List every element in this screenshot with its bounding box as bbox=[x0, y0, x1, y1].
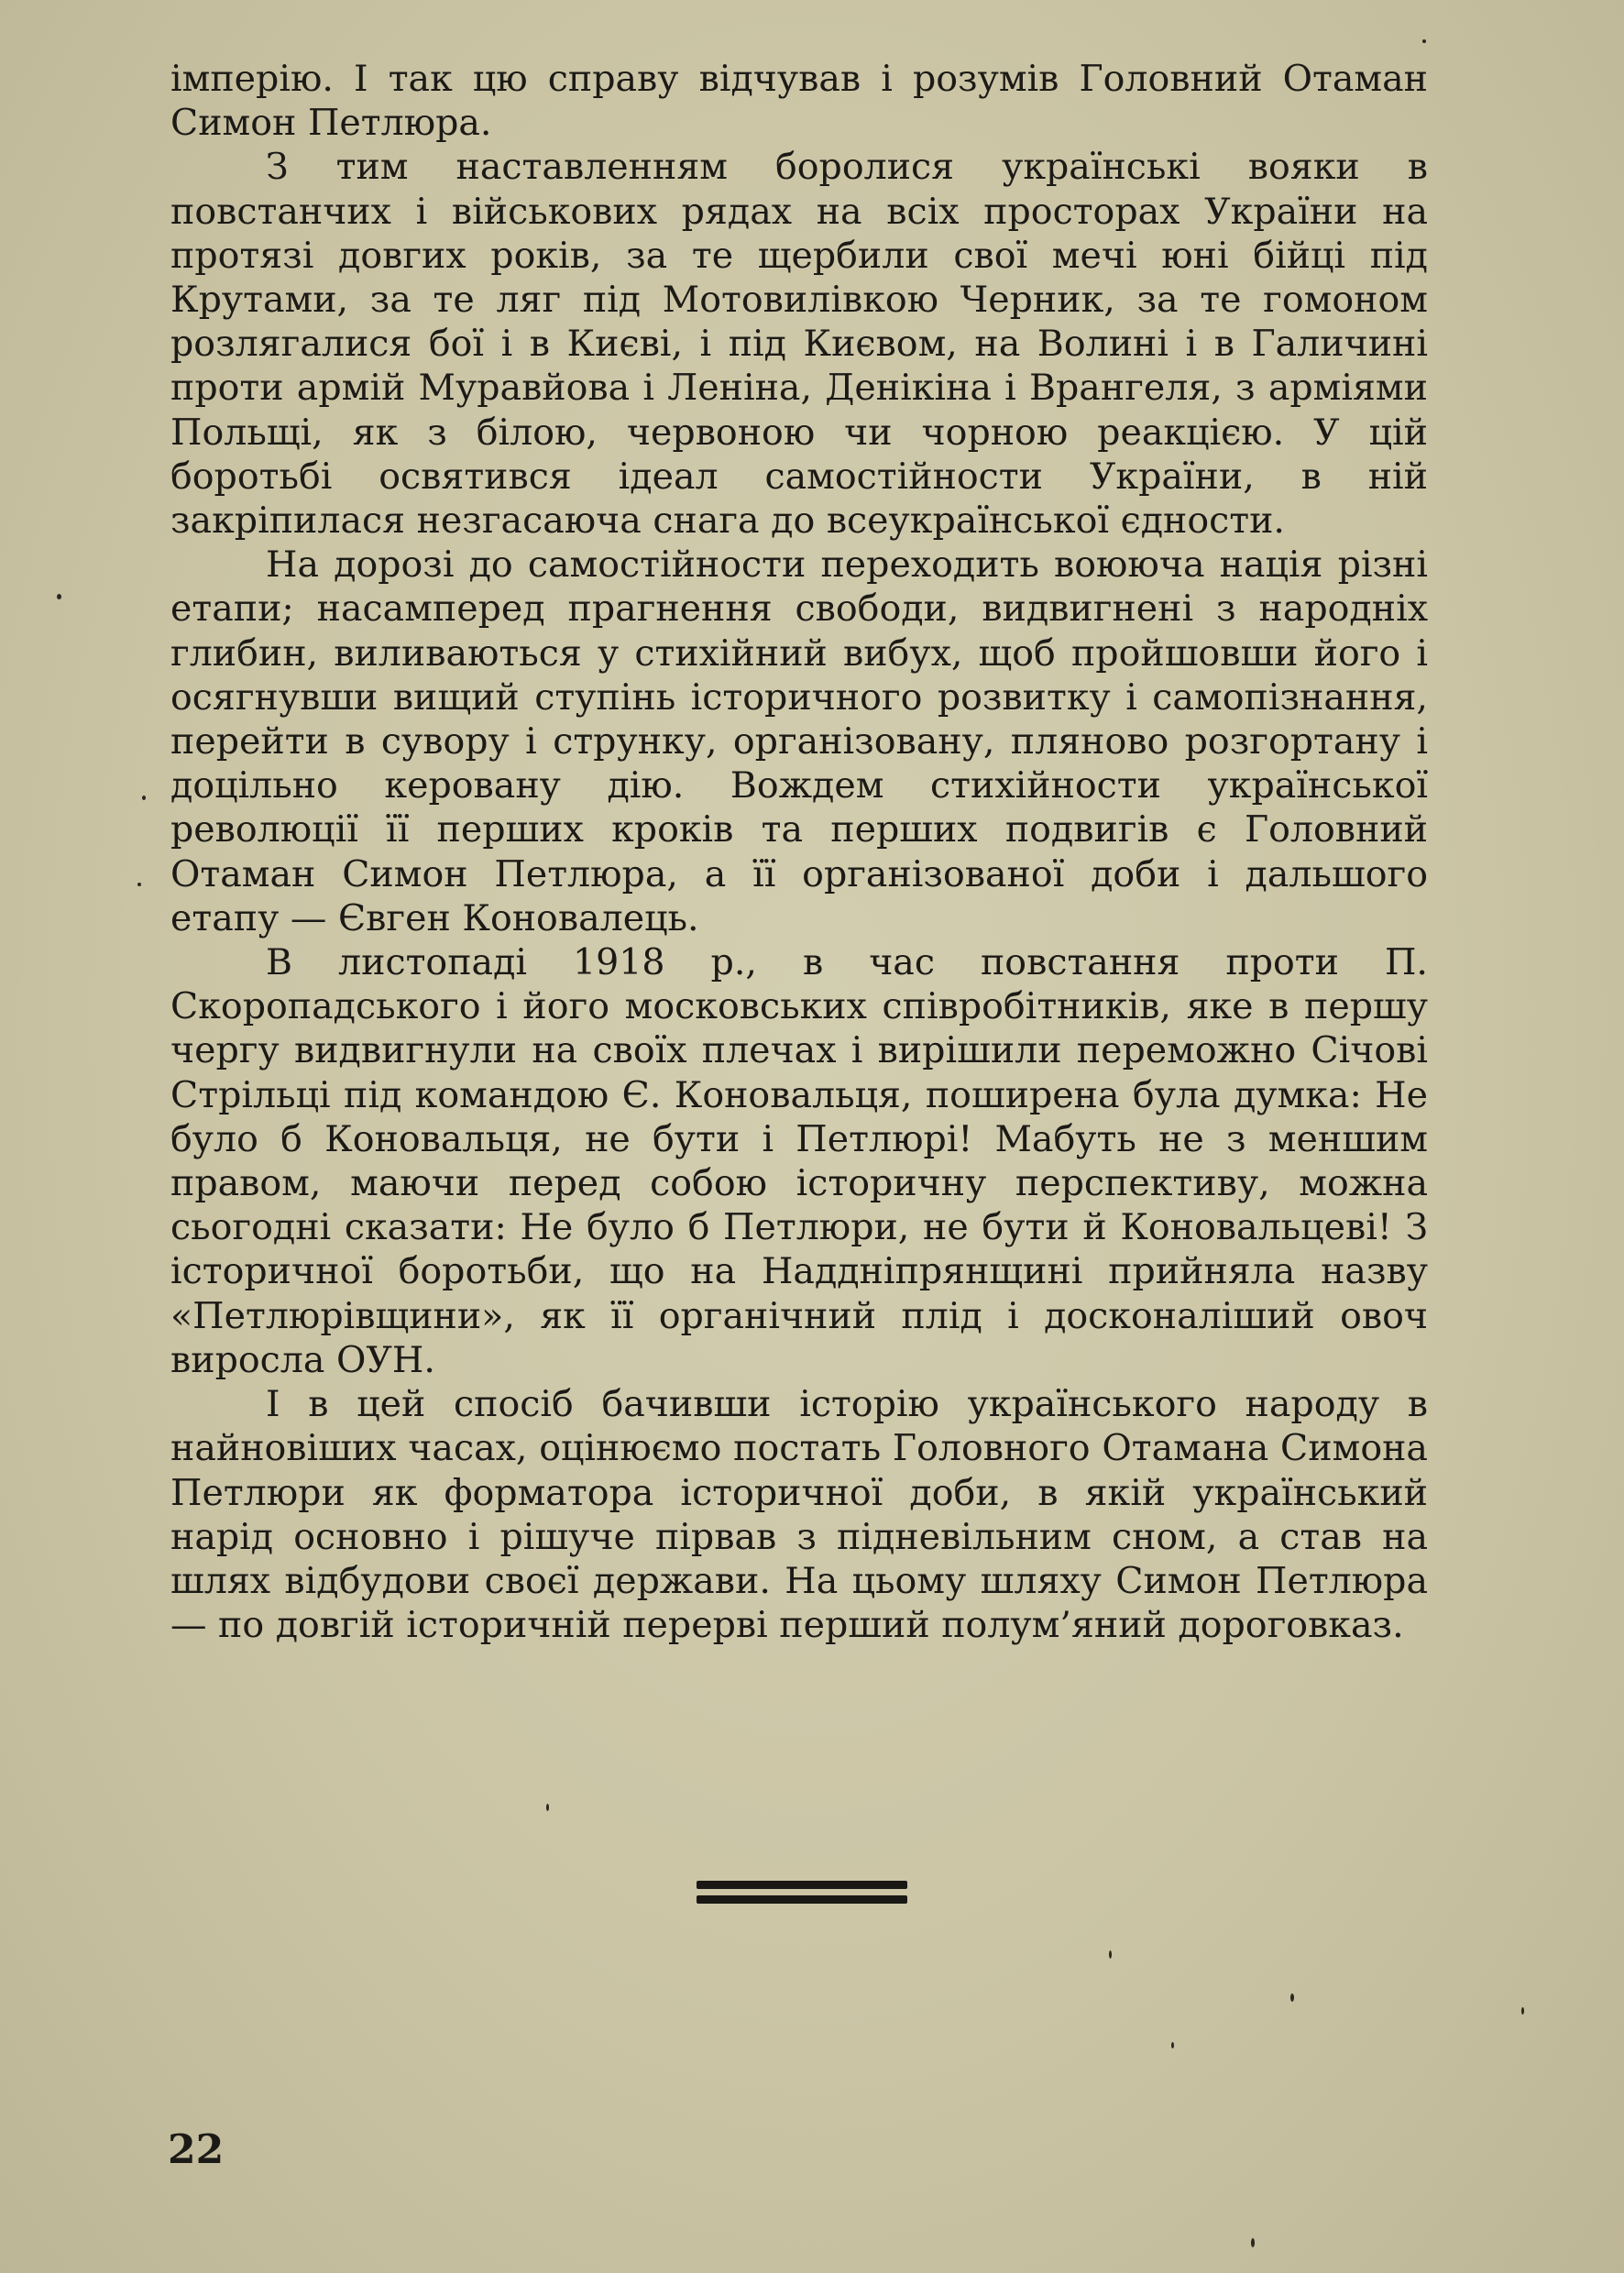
scan-speck bbox=[1290, 1993, 1294, 2002]
scan-speck bbox=[1171, 2042, 1174, 2048]
scan-speck bbox=[1521, 2007, 1524, 2015]
section-end-divider bbox=[697, 1877, 907, 1906]
scan-speck bbox=[546, 1804, 549, 1811]
scan-speck bbox=[142, 796, 146, 800]
page-body-text bbox=[170, 57, 1428, 1647]
scan-speck bbox=[1251, 2238, 1255, 2247]
divider-line-top bbox=[697, 1881, 907, 1889]
scan-speck bbox=[137, 883, 141, 886]
scan-speck bbox=[57, 594, 61, 599]
scan-speck bbox=[1109, 1950, 1112, 1959]
page-number: 22 bbox=[168, 2126, 225, 2173]
scan-speck bbox=[1422, 39, 1426, 43]
divider-line-bottom bbox=[697, 1895, 907, 1904]
paragraph-5: І в цей спосіб бачивши історію українського народу в найновіших часах, оцінюємо постать Головного Отамана Симона Петлюри як форматора історичної доби, в якій український нарід основно і рішуче пірвав з підневільним сном, а став на шлях відбудови своєї держави. На цьому шляху Симон Петлюра — по довгій історичній перерві перший полум’яний дороговказ. bbox=[170, 1383, 1428, 1647]
paragraph-2: З тим наставленням боролися українські вояки в повстанчих і військових рядах на всіх просторах України на протязі довгих років, за те щербили свої мечі юні бійці під Крутами, за те ляг під Мотовилівкою Черник, за те гомоном розлягалися бої і в Києві, і під Києвом, на Волині і в Галичині проти армій Муравйова і Леніна, Денікіна і Врангеля, з арміями Польщі, як з білою, червоною чи чорною реакцією. У цій боротьбі освятився ідеал самостійности України, в ній закріпилася незгасаюча снага до всеукраїнської єдности. bbox=[170, 146, 1428, 543]
paragraph-3: На дорозі до самостійности переходить воююча нація різні етапи; насамперед прагнення свободи, видвигнені з народніх глибин, виливаються у стихійний вибух, щоб пройшовши його і осягнувши вищий ступінь історичного розвитку і самопізнання, перейти в сувору і струнку, організовану, пляново розгортану і доцільно керовану дію. Вождем стихійности української революції її перших кроків та перших подвигів є Головний Отаман Симон Петлюра, а її організованої доби і дальшого етапу — Євген Коновалець. bbox=[170, 544, 1428, 939]
paragraph-1: імперію. І так цю справу відчував і розумів Головний Отаман Симон Петлюра. bbox=[170, 58, 1428, 145]
paragraph-4: В листопаді 1918 р., в час повстання проти П. Скоропадського і його московських співробітників, яке в першу чергу видвигнули на своїх плечах і вирішили переможно Січові Стрільці під командою Є. Коновальця, поширена була думка: Не було б Коновальця, не бути і Петлюрі! Мабуть не з меншим правом, маючи перед собою історичну перспективу, можна сьогодні сказати: Не було б Петлюри, не бути й Коновальцеві! З історичної боротьби, що на Наддніпрянщині прийняла назву «Петлюрівщини», як її органічний плід і досконаліший овоч виросла ОУН. bbox=[170, 941, 1428, 1381]
